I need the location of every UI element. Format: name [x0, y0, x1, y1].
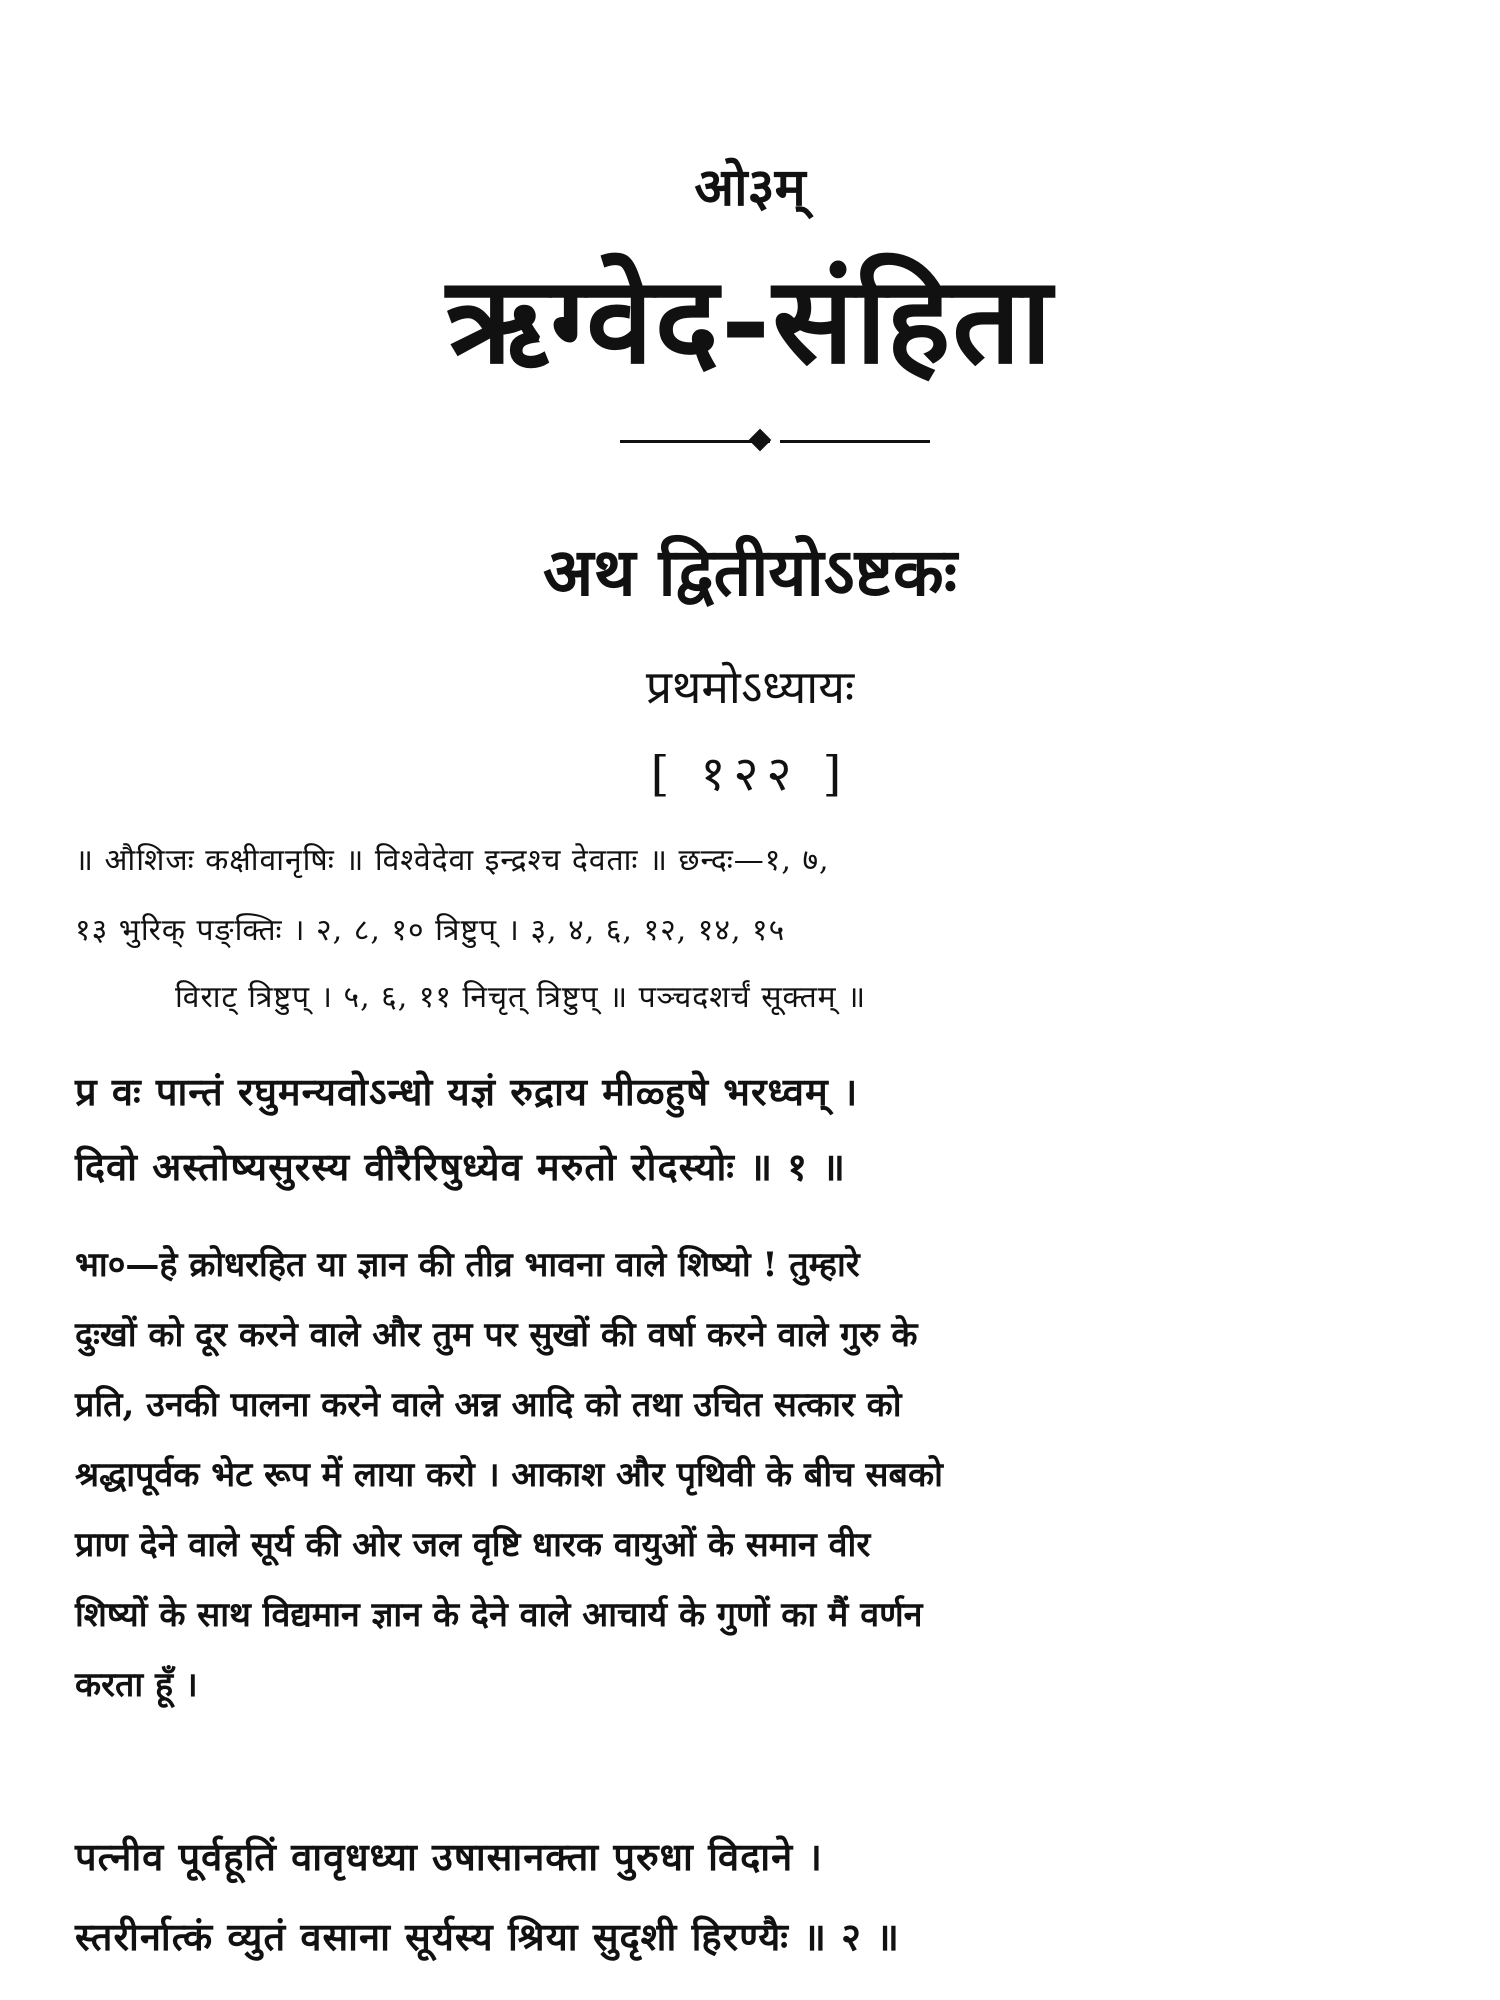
page-title: ऋग्वेद-संहिता — [446, 250, 1054, 391]
bhashya-line: प्राण देने वाले सूर्य की ओर जल वृष्टि धारक वायुओं के समान वीर — [75, 1525, 871, 1565]
meta-line-chhanda-cont: विराट् त्रिष्टुप् । ५, ६, ११ निचृत् त्रिष्टुप् ॥ पञ्चदशर्चं सूक्तम् ॥ — [175, 980, 867, 1015]
bhashya-line: करता हूँ । — [75, 1665, 198, 1705]
meta-line-chhanda: १३ भुरिक् पङ्क्तिः । २, ८, १० त्रिष्टुप् । ३, ४, ६, १२, १४, १५ — [75, 913, 786, 948]
section-subtitle: अथ द्वितीयोऽष्टकः — [542, 533, 958, 611]
verse-1-line-2: दिवो अस्तोष्यसुरस्य वीरैरिषुध्येव मरुतो रोदस्योः ॥ १ ॥ — [75, 1144, 846, 1189]
chapter-heading: प्रथमोऽध्यायः — [645, 660, 855, 714]
sukta-number: [ १२२ ] — [650, 746, 850, 802]
ornament-line-left — [620, 440, 770, 443]
title-ornament — [0, 430, 1500, 450]
verse-2-line-2: स्तरीर्नात्कं व्युतं वसाना सूर्यस्य श्रिया सुदृशी हिरण्यैः ॥ २ ॥ — [75, 1914, 900, 1959]
bhashya-line: प्रति, उनकी पालना करने वाले अन्न आदि को तथा उचित सत्कार को — [75, 1385, 902, 1425]
verse-2-line-1: पत्नीव पूर्वहूतिं वावृधध्या उषासानक्ता पुरुधा विदाने । — [75, 1834, 823, 1879]
bhashya-line: शिष्यों के साथ विद्यमान ज्ञान के देने वाले आचार्य के गुणों का मैं वर्णन — [75, 1595, 923, 1635]
bhashya-line: श्रद्धापूर्वक भेट रूप में लाया करो । आकाश और पृथिवी के बीच सबको — [75, 1455, 943, 1495]
meta-line-rishi: ॥ औशिजः कक्षीवानृषिः ॥ विश्वेदेवा इन्द्रश्च देवताः ॥ छन्दः—१, ७, — [75, 843, 830, 878]
ornament-diamond — [749, 429, 772, 452]
ornament-line-right — [780, 440, 930, 443]
om-heading: ओ३म् — [694, 157, 806, 218]
verse-1-line-1: प्र वः पान्तं रघुमन्यवोऽन्धो यज्ञं रुद्राय मीळ्हुषे भरध्वम् । — [75, 1069, 859, 1114]
bhashya-line: भा०—हे क्रोधरहित या ज्ञान की तीव्र भावना वाले शिष्यो ! तुम्हारे — [75, 1245, 860, 1285]
bhashya-line: दुःखों को दूर करने वाले और तुम पर सुखों की वर्षा करने वाले गुरु के — [75, 1315, 918, 1355]
